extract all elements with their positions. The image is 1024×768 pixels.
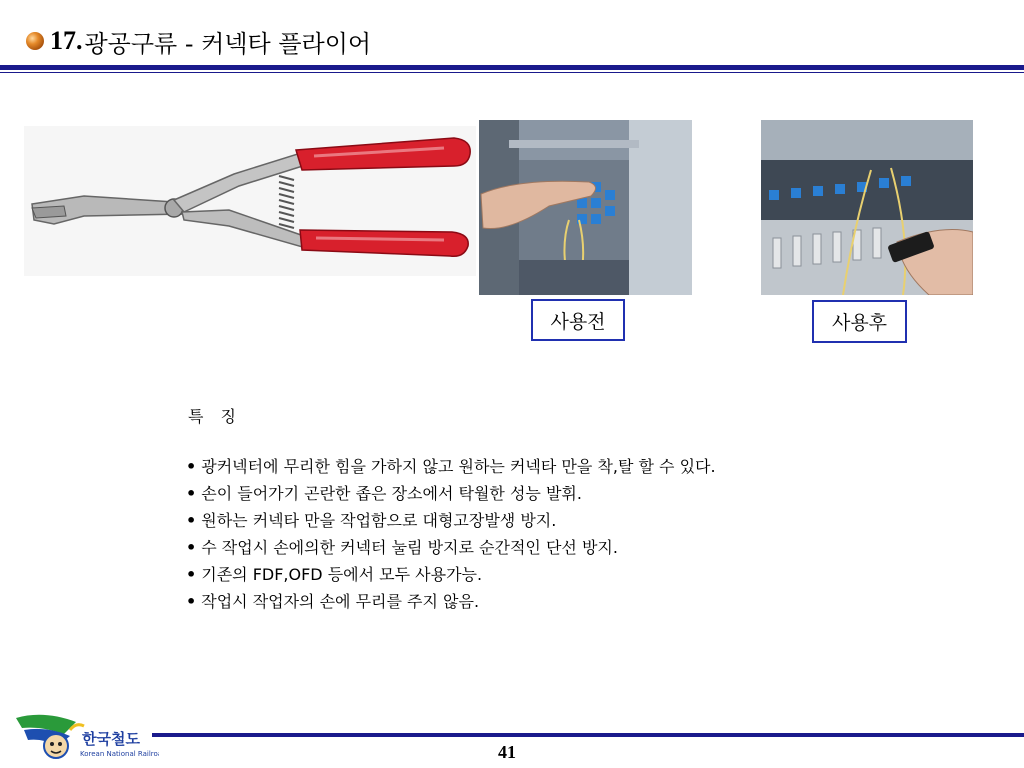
features-heading: 특 징 <box>188 407 242 426</box>
title-divider-thin <box>0 72 1024 73</box>
bullet-icon: • <box>186 592 197 611</box>
title-divider <box>0 65 1024 70</box>
feature-text: 광커넥터에 무리한 힘을 가하지 않고 원하는 커넥타 만을 착,탈 할 수 있다. <box>201 457 716 476</box>
korail-logo <box>14 712 159 762</box>
feature-item <box>186 564 716 591</box>
bullet-icon: • <box>186 457 197 476</box>
title-number: 17. <box>50 26 83 55</box>
feature-text: 원하는 커넥타 만을 작업함으로 대형고장발생 방지. <box>201 511 557 530</box>
feature-text: 손이 들어가기 곤란한 좁은 장소에서 탁월한 성능 발휘. <box>201 484 582 503</box>
title-text: 광공구류 - 커넥타 플라이어 <box>84 29 372 58</box>
feature-item <box>186 591 716 618</box>
orange-ball-icon <box>26 32 44 50</box>
bullet-icon: • <box>186 484 197 503</box>
logo-name: 한국철도 <box>82 730 140 748</box>
feature-item <box>186 537 716 564</box>
feature-item <box>186 510 716 537</box>
bullet-icon: • <box>186 538 197 557</box>
before-use-photo <box>479 120 692 295</box>
features-list <box>186 456 716 618</box>
caption-before: 사용전 <box>531 299 625 341</box>
logo-subtitle: Korean National Railroad <box>80 750 159 758</box>
feature-text: 기존의 FDF,OFD 등에서 모두 사용가능. <box>201 565 483 584</box>
feature-text: 수 작업시 손에의한 커넥터 눌림 방지로 순간적인 단선 방지. <box>201 538 618 557</box>
footer-divider <box>152 733 1024 737</box>
bullet-icon: • <box>186 565 197 584</box>
connector-pliers-photo <box>24 126 476 276</box>
after-use-photo <box>761 120 973 295</box>
feature-text: 작업시 작업자의 손에 무리를 주지 않음. <box>201 592 480 611</box>
caption-after: 사용후 <box>812 300 907 343</box>
page-number: 41 <box>498 742 516 762</box>
feature-item <box>186 456 716 483</box>
feature-item <box>186 483 716 510</box>
bullet-icon: • <box>186 511 197 530</box>
slide-title <box>26 24 371 58</box>
